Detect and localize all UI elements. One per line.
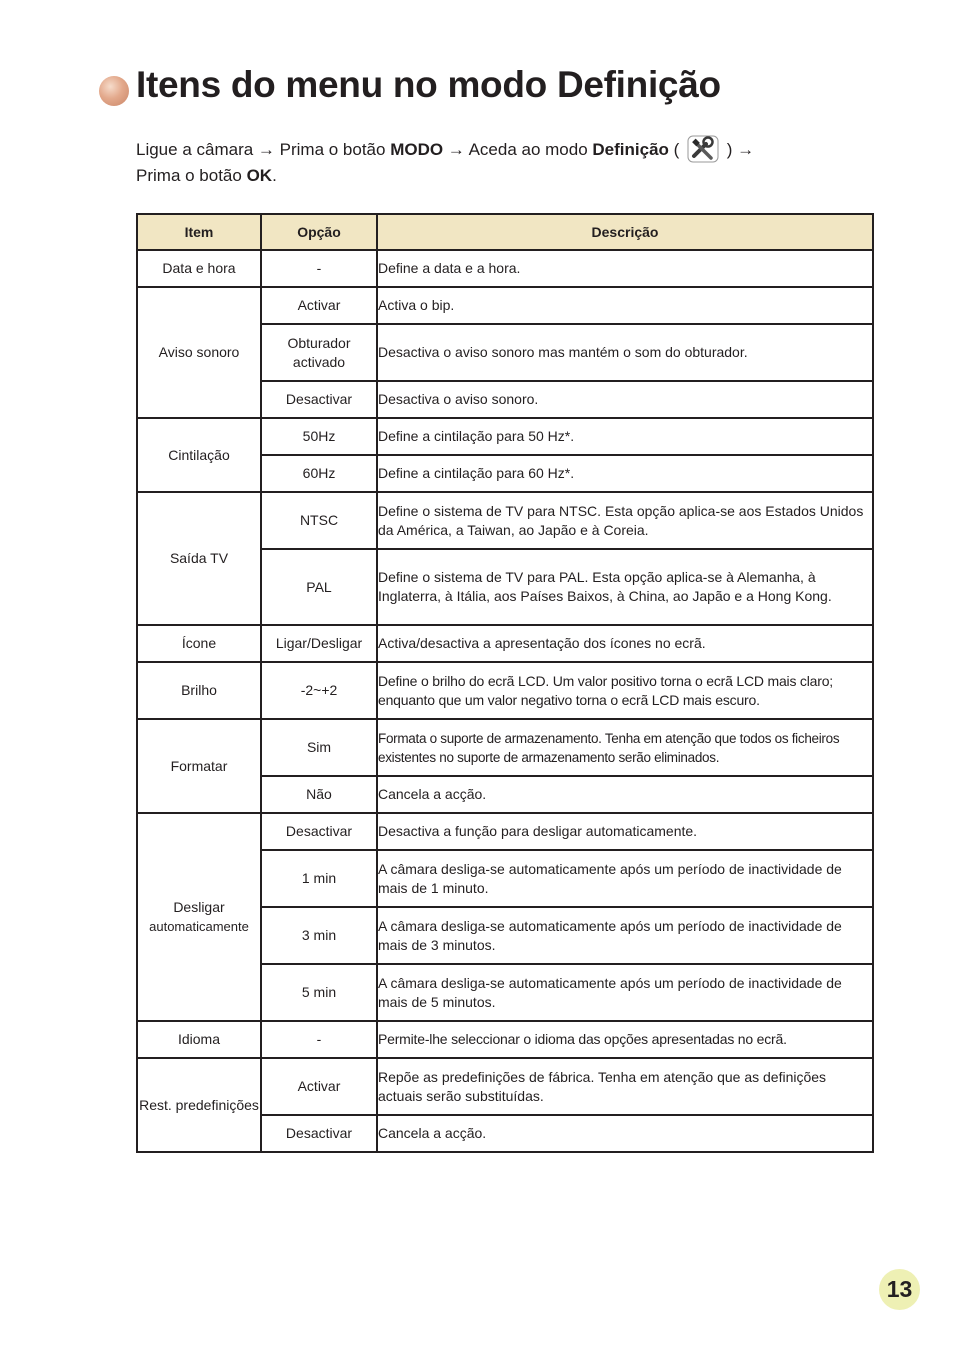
title-bullet-icon <box>99 76 129 106</box>
option-cell: Desactivar <box>261 813 377 850</box>
option-cell: - <box>261 250 377 287</box>
table-header-row <box>137 214 873 250</box>
table-row <box>137 662 873 719</box>
description-cell: Define a cintilação para 50 Hz*. <box>377 418 873 455</box>
description-cell: A câmara desliga-se automaticamente após um período de inactividade de mais de 5 minutos. <box>377 964 873 1021</box>
option-cell: - <box>261 1021 377 1058</box>
table-row <box>137 1021 873 1058</box>
item-cell: Saída TV <box>137 492 261 625</box>
option-cell: Sim <box>261 719 377 776</box>
page-title: Itens do menu no modo Definição <box>136 64 721 105</box>
description-cell: Desactiva o aviso sonoro mas mantém o som do obturador. <box>377 324 873 381</box>
page-number-badge: 13 <box>879 1269 920 1310</box>
description-cell: Define a cintilação para 60 Hz*. <box>377 455 873 492</box>
intro-text: Ligue a câmara → Prima o botão <box>136 140 391 159</box>
description-cell: Cancela a acção. <box>377 776 873 813</box>
intro-text: → Aceda ao modo <box>443 140 593 159</box>
menu-items-table <box>136 213 874 1153</box>
intro-text: ( <box>668 140 680 159</box>
description-cell: Define o sistema de TV para NTSC. Esta opção aplica-se aos Estados Unidos da América, a Taiwan, ao Japão e à Coreia. <box>377 492 873 549</box>
header-item: Item <box>137 214 261 250</box>
item-label: Desligar <box>173 899 225 915</box>
intro-mode-label: MODO <box>390 140 444 159</box>
intro-ok-label: OK <box>246 166 273 185</box>
header-description: Descrição <box>377 214 873 250</box>
description-cell: A câmara desliga-se automaticamente após um período de inactividade de mais de 3 minutos. <box>377 907 873 964</box>
option-cell: Desactivar <box>261 381 377 418</box>
description-cell: Permite-lhe seleccionar o idioma das opções apresentadas no ecrã. <box>377 1021 873 1058</box>
intro-text: . <box>272 166 277 185</box>
intro-text: Prima o botão <box>136 166 247 185</box>
description-cell: Cancela a acção. <box>377 1115 873 1152</box>
table-row <box>137 1058 873 1115</box>
item-cell: Rest. predefinições <box>137 1058 261 1152</box>
description-cell: Desactiva o aviso sonoro. <box>377 381 873 418</box>
table-row <box>137 719 873 776</box>
item-sublabel: automaticamente <box>149 919 249 934</box>
option-cell: 5 min <box>261 964 377 1021</box>
item-cell: Brilho <box>137 662 261 719</box>
item-cell: Ícone <box>137 625 261 662</box>
item-cell: Idioma <box>137 1021 261 1058</box>
intro-instructions <box>136 134 876 187</box>
description-cell: Define o brilho do ecrã LCD. Um valor positivo torna o ecrã LCD mais claro; enquanto que um valor negativo torna o ecrã LCD mais escuro. <box>377 662 873 719</box>
table-row <box>137 418 873 455</box>
option-cell: Activar <box>261 287 377 324</box>
description-cell: Repõe as predefinições de fábrica. Tenha em atenção que as definições actuais serão substituídas. <box>377 1058 873 1115</box>
option-cell: 1 min <box>261 850 377 907</box>
item-cell: Data e hora <box>137 250 261 287</box>
description-cell: Activa o bip. <box>377 287 873 324</box>
option-cell: 50Hz <box>261 418 377 455</box>
option-cell: NTSC <box>261 492 377 549</box>
table-row <box>137 813 873 850</box>
description-cell: Formata o suporte de armazenamento. Tenha em atenção que todos os ficheiros existentes no suporte de armazenamento serão eliminados. <box>377 719 873 776</box>
option-cell: -2~+2 <box>261 662 377 719</box>
table-row <box>137 287 873 324</box>
option-cell: 3 min <box>261 907 377 964</box>
option-cell: Activar <box>261 1058 377 1115</box>
setup-tools-icon <box>686 134 720 164</box>
intro-text: ) → <box>726 140 755 159</box>
description-cell: Activa/desactiva a apresentação dos ícones no ecrã. <box>377 625 873 662</box>
option-cell: Obturador activado <box>261 324 377 381</box>
option-cell: Não <box>261 776 377 813</box>
item-cell: Cintilação <box>137 418 261 492</box>
description-cell: Define a data e a hora. <box>377 250 873 287</box>
table-row <box>137 625 873 662</box>
item-cell <box>137 813 261 1021</box>
header-option: Opção <box>261 214 377 250</box>
intro-setup-label: Definição <box>592 140 669 159</box>
item-cell: Aviso sonoro <box>137 287 261 418</box>
description-cell: Desactiva a função para desligar automaticamente. <box>377 813 873 850</box>
option-cell: Desactivar <box>261 1115 377 1152</box>
item-cell: Formatar <box>137 719 261 813</box>
option-cell: PAL <box>261 549 377 625</box>
description-cell: A câmara desliga-se automaticamente após um período de inactividade de mais de 1 minuto. <box>377 850 873 907</box>
table-row <box>137 250 873 287</box>
option-cell: Ligar/Desligar <box>261 625 377 662</box>
description-cell: Define o sistema de TV para PAL. Esta opção aplica-se à Alemanha, à Inglaterra, à Itália, aos Países Baixos, à China, ao Japão e a Hong Kong. <box>377 549 873 625</box>
table-row <box>137 492 873 549</box>
option-cell: 60Hz <box>261 455 377 492</box>
